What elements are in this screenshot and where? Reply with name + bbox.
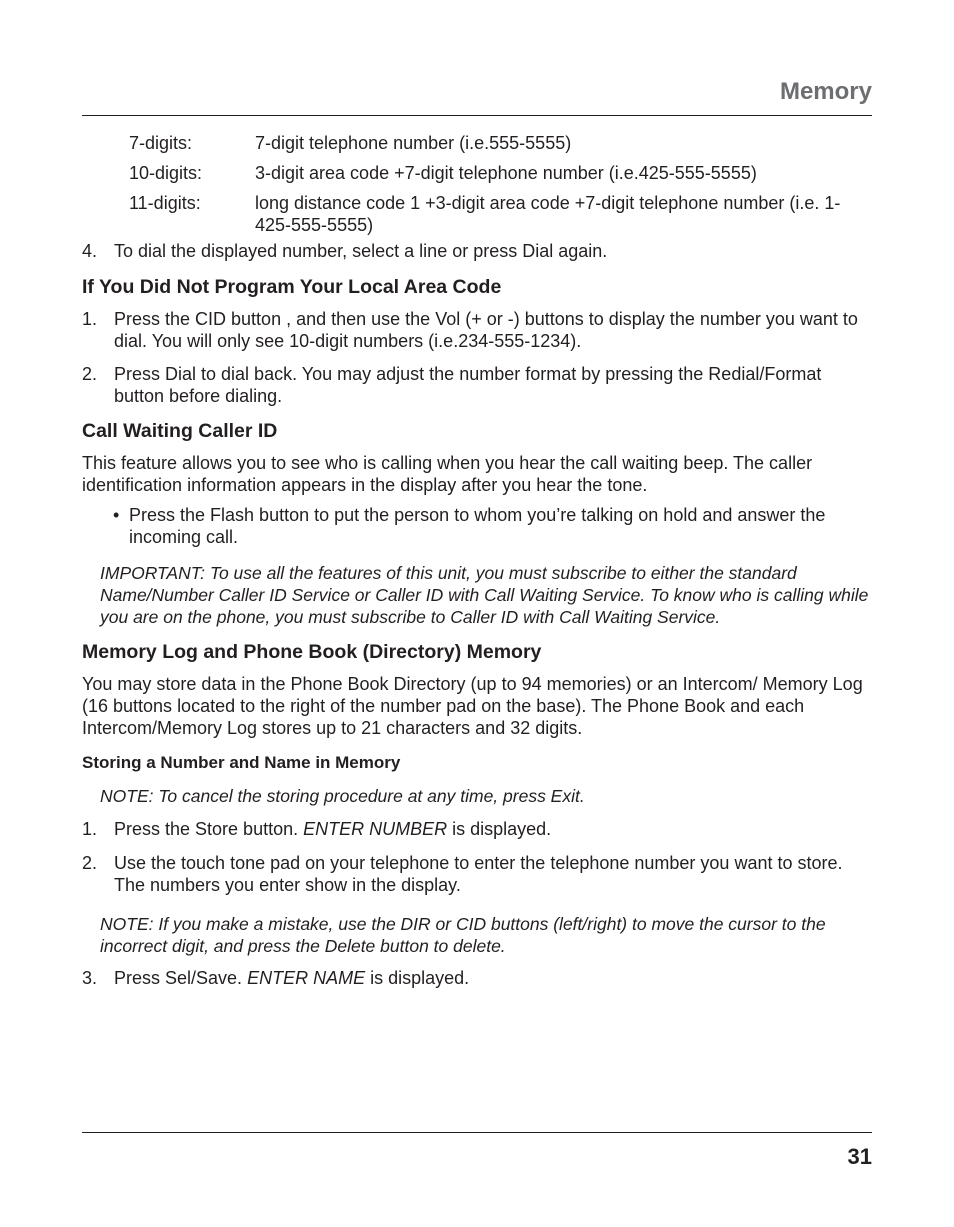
step-text: Press Dial to dial back. You may adjust the number format by pressing the Redial/Format button before dialing. (114, 364, 822, 406)
digits-description: long distance code 1 +3-digit area code +7-digit telephone number (i.e. 1-425-555-5555) (255, 193, 841, 235)
step-number: 2. (82, 853, 98, 873)
heading-memory-log: Memory Log and Phone Book (Directory) Memory (82, 641, 542, 663)
heading-call-waiting: Call Waiting Caller ID (82, 420, 278, 442)
page-content (82, 132, 874, 989)
section-title: Memory (779, 78, 872, 105)
digits-label: 7-digits: (129, 133, 193, 153)
step-item (82, 240, 874, 262)
memory-intro: You may store data in the Phone Book Directory (up to 94 memories) or an Intercom/ Memory Log (16 buttons located to the right of the number pad on the base). The Phone Book and each Intercom/Memory Log stores up to 21 characters and 32 digits. (82, 674, 863, 738)
step-item (82, 967, 874, 989)
step-item (82, 363, 874, 407)
display-message: ENTER NAME (247, 968, 366, 988)
page-number: 31 (847, 1144, 872, 1169)
step-text-post: is displayed. (365, 968, 470, 988)
step-text: Press the CID button , and then use the Vol (+ or -) buttons to display the number you want to dial. You will only see 10-digit numbers (i.e.234-555-1234). (114, 309, 858, 351)
step-number: 3. (82, 968, 98, 988)
bullet-text: Press the Flash button to put the person to whom you’re talking on hold and answer the incoming call. (129, 505, 826, 547)
step-text (114, 818, 874, 840)
digits-label: 11-digits: (129, 193, 201, 213)
step-item (82, 818, 874, 840)
step-text: Use the touch tone pad on your telephone to enter the telephone number you want to store. The numbers you enter show in the display. (114, 853, 843, 895)
step-number: 1. (82, 309, 98, 329)
heading-local-area-code: If You Did Not Program Your Local Area Code (82, 276, 502, 298)
step-number: 2. (82, 364, 98, 384)
step-text-pre: Press the Store button. (114, 819, 304, 839)
digits-row (129, 192, 874, 236)
digits-description: 7-digit telephone number (i.e.555-5555) (255, 133, 572, 153)
step-item (82, 852, 874, 896)
step-text-pre: Press Sel/Save. (114, 968, 248, 988)
bullet-item (113, 504, 874, 548)
step-text: To dial the displayed number, select a line or press Dial again. (114, 241, 608, 261)
step-number: 1. (82, 819, 98, 839)
step-text-post: is displayed. (447, 819, 552, 839)
important-note: IMPORTANT: To use all the features of this unit, you must subscribe to either the standard Name/Number Caller ID Service or Caller ID with Call Waiting Service. To know who is calling while you are on the phone, you must subscribe to Caller ID with Call Waiting Service. (100, 563, 869, 627)
digits-table (82, 132, 874, 236)
step-item (82, 308, 874, 352)
display-message: ENTER NUMBER (303, 819, 448, 839)
heading-storing: Storing a Number and Name in Memory (82, 753, 401, 772)
step-text (114, 967, 874, 989)
call-waiting-intro: This feature allows you to see who is calling when you hear the call waiting beep. The caller identification information appears in the display after you hear the tone. (82, 453, 813, 495)
digits-label: 10-digits: (129, 163, 203, 183)
digits-row (129, 132, 874, 154)
mistake-note: NOTE: If you make a mistake, use the DIR or CID buttons (left/right) to move the cursor to the incorrect digit, and press the Delete button to delete. (100, 914, 826, 956)
cancel-note: NOTE: To cancel the storing procedure at any time, press Exit. (100, 786, 585, 806)
step-number: 4. (82, 241, 98, 261)
digits-description: 3-digit area code +7-digit telephone number (i.e.425-555-5555) (255, 163, 757, 183)
header-divider (82, 115, 872, 116)
bullet-mark: • (113, 505, 120, 525)
digits-row (129, 162, 874, 184)
footer-divider (82, 1132, 872, 1133)
